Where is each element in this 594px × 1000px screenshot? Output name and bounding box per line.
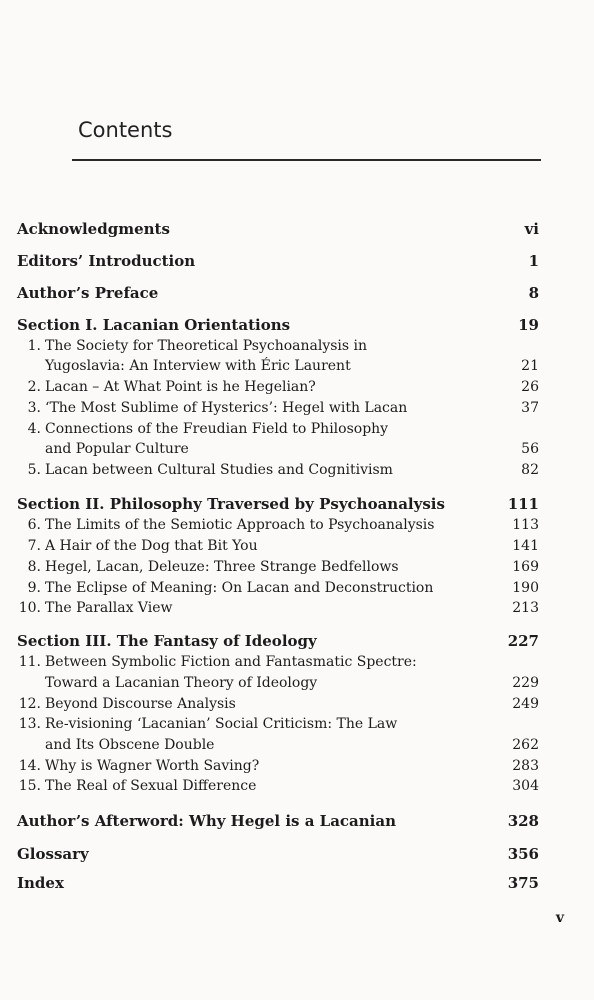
entry-page-number: 328 bbox=[507, 812, 539, 830]
entry-number: 1. bbox=[27, 338, 41, 354]
toc-chapter-entry bbox=[0, 557, 594, 577]
entry-page-number: 82 bbox=[521, 462, 539, 478]
entry-title: Yugoslavia: An Interview with Éric Laurent bbox=[45, 358, 351, 374]
entry-page-number: 56 bbox=[521, 441, 539, 457]
entry-number: 2. bbox=[27, 379, 41, 395]
toc-chapter-entry bbox=[0, 439, 594, 459]
entry-number: 14. bbox=[18, 758, 41, 774]
entry-title: Section I. Lacanian Orientations bbox=[17, 316, 291, 334]
entry-page-number: 249 bbox=[512, 696, 539, 712]
entry-title: The Parallax View bbox=[45, 600, 173, 616]
heading-rule bbox=[72, 159, 541, 161]
entry-number: 3. bbox=[27, 400, 41, 416]
entry-title: and Popular Culture bbox=[45, 441, 189, 457]
entry-number: 4. bbox=[27, 421, 41, 437]
toc-section-entry bbox=[0, 283, 594, 303]
entry-number: 12. bbox=[18, 696, 41, 712]
entry-page-number: vi bbox=[524, 220, 539, 238]
entry-title: The Society for Theoretical Psychoanalysis in bbox=[45, 338, 368, 354]
toc-section-entry bbox=[0, 631, 594, 651]
entry-title: Editors’ Introduction bbox=[17, 252, 196, 270]
entry-title: Acknowledgments bbox=[17, 220, 170, 238]
entry-page-number: 262 bbox=[512, 737, 539, 753]
toc-section-entry bbox=[0, 811, 594, 831]
entry-number: 7. bbox=[27, 538, 41, 554]
entry-number: 13. bbox=[18, 716, 41, 732]
entry-page-number: 19 bbox=[518, 316, 539, 334]
toc-chapter-entry bbox=[0, 578, 594, 598]
entry-page-number: 21 bbox=[521, 358, 539, 374]
entry-page-number: 37 bbox=[521, 400, 539, 416]
toc-chapter-entry bbox=[0, 336, 594, 356]
entry-title: The Eclipse of Meaning: On Lacan and Deconstruction bbox=[45, 580, 434, 596]
entry-title: Glossary bbox=[17, 845, 89, 863]
toc-chapter-entry bbox=[0, 714, 594, 734]
entry-title: Index bbox=[17, 874, 64, 892]
toc-section-entry bbox=[0, 219, 594, 239]
entry-title: Lacan between Cultural Studies and Cognitivism bbox=[45, 462, 393, 478]
entry-title: Section II. Philosophy Traversed by Psychoanalysis bbox=[17, 495, 445, 513]
entry-page-number: 111 bbox=[507, 495, 539, 513]
entry-title: Connections of the Freudian Field to Philosophy bbox=[45, 421, 389, 437]
entry-title: A Hair of the Dog that Bit You bbox=[45, 538, 258, 554]
entry-number: 8. bbox=[27, 559, 41, 575]
toc-section-entry bbox=[0, 873, 594, 893]
contents-heading: Contents bbox=[78, 118, 173, 142]
toc-chapter-entry bbox=[0, 776, 594, 796]
toc-chapter-entry bbox=[0, 515, 594, 535]
entry-title: ‘The Most Sublime of Hysterics’: Hegel with Lacan bbox=[45, 400, 408, 416]
entry-title: Between Symbolic Fiction and Fantasmatic Spectre: bbox=[45, 654, 417, 670]
entry-page-number: 356 bbox=[507, 845, 539, 863]
entry-title: Toward a Lacanian Theory of Ideology bbox=[45, 675, 318, 691]
entry-page-number: 375 bbox=[507, 874, 539, 892]
entry-title: Beyond Discourse Analysis bbox=[45, 696, 236, 712]
entry-page-number: 229 bbox=[512, 675, 539, 691]
entry-page-number: 1 bbox=[528, 252, 539, 270]
toc-chapter-entry bbox=[0, 673, 594, 693]
entry-title: Section III. The Fantasy of Ideology bbox=[17, 632, 317, 650]
toc-chapter-entry bbox=[0, 356, 594, 376]
entry-title: Re-visioning ‘Lacanian’ Social Criticism: The Law bbox=[45, 716, 398, 732]
toc-chapter-entry bbox=[0, 735, 594, 755]
entry-page-number: 8 bbox=[528, 284, 539, 302]
toc-chapter-entry bbox=[0, 398, 594, 418]
entry-page-number: 26 bbox=[521, 379, 539, 395]
toc-chapter-entry bbox=[0, 756, 594, 776]
entry-page-number: 113 bbox=[512, 517, 539, 533]
toc-section-entry bbox=[0, 251, 594, 271]
toc-chapter-entry bbox=[0, 460, 594, 480]
toc-section-entry bbox=[0, 844, 594, 864]
entry-title: Why is Wagner Worth Saving? bbox=[45, 758, 260, 774]
toc-chapter-entry bbox=[0, 694, 594, 714]
toc-section-entry bbox=[0, 494, 594, 514]
toc-chapter-entry bbox=[0, 419, 594, 439]
page-folio: v bbox=[555, 910, 564, 926]
toc-chapter-entry bbox=[0, 598, 594, 618]
entry-page-number: 169 bbox=[512, 559, 539, 575]
entry-page-number: 141 bbox=[512, 538, 539, 554]
entry-number: 11. bbox=[18, 654, 41, 670]
entry-title: Hegel, Lacan, Deleuze: Three Strange Bedfellows bbox=[45, 559, 399, 575]
entry-page-number: 213 bbox=[512, 600, 539, 616]
toc-chapter-entry bbox=[0, 536, 594, 556]
entry-title: The Real of Sexual Difference bbox=[45, 778, 257, 794]
entry-page-number: 304 bbox=[512, 778, 539, 794]
entry-number: 9. bbox=[27, 580, 41, 596]
entry-number: 15. bbox=[18, 778, 41, 794]
toc-section-entry bbox=[0, 315, 594, 335]
entry-title: Author’s Preface bbox=[17, 284, 159, 302]
entry-title: and Its Obscene Double bbox=[45, 737, 215, 753]
entry-page-number: 227 bbox=[507, 632, 539, 650]
toc-chapter-entry bbox=[0, 652, 594, 672]
toc-chapter-entry bbox=[0, 377, 594, 397]
entry-page-number: 283 bbox=[512, 758, 539, 774]
entry-number: 10. bbox=[18, 600, 41, 616]
entry-title: Author’s Afterword: Why Hegel is a Lacanian bbox=[17, 812, 397, 830]
entry-number: 5. bbox=[27, 462, 41, 478]
entry-title: The Limits of the Semiotic Approach to Psychoanalysis bbox=[45, 517, 435, 533]
entry-number: 6. bbox=[27, 517, 41, 533]
entry-page-number: 190 bbox=[512, 580, 539, 596]
entry-title: Lacan – At What Point is he Hegelian? bbox=[45, 379, 316, 395]
